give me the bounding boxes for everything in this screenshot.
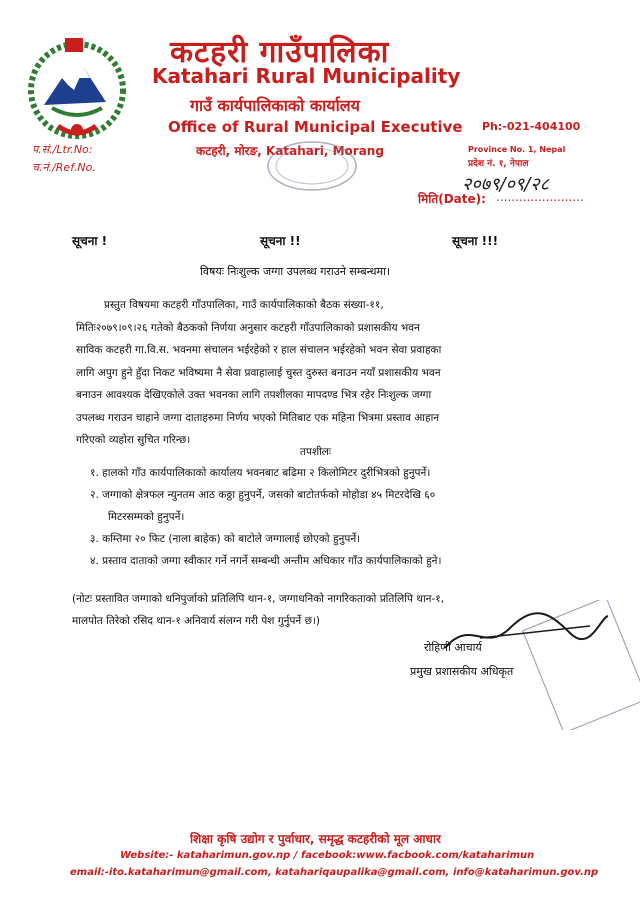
footer-email: email:-ito.kataharimun@gmail.com, katahariqaupalika@gmail.com, info@kataharimun.gov.np bbox=[70, 867, 599, 878]
municipality-name-nepali: कटहरी गाउँपालिका bbox=[170, 35, 390, 70]
footer-motto: शिक्षा कृषि उद्योग र पुर्वाधार, समृद्ध कटहरीको मूल आधार bbox=[190, 832, 441, 846]
note-line: मालपोत तिरेको रसिद थान-१ अनिवार्य संलग्न गरी पेश गुर्नुपर्ने छ।) bbox=[72, 615, 321, 627]
date-dotted-line: ....................... bbox=[496, 190, 584, 204]
government-emblem-logo bbox=[22, 30, 132, 146]
list-item: ४. प्रस्ताव दाताको जग्गा स्वीकार गर्ने नगर्ने सम्बन्धी अन्तीम अधिकार गाँउ कार्यपालिकाको हुने। bbox=[90, 555, 442, 567]
municipality-name-english: Katahari Rural Municipality bbox=[152, 64, 461, 88]
subject-line: विषयः निःशुल्क जग्गा उपलब्ध गराउने सम्बन्धमा। bbox=[200, 265, 391, 278]
list-item: मिटरसम्मको हुनुपर्ने। bbox=[108, 511, 185, 523]
note-line: (नोटः प्रस्तावित जग्गाको धनिपुर्जाको प्रतिलिपि थान-१, जग्गाधनिको नागरिकताको प्रतिलिपि थान-१, bbox=[72, 593, 445, 605]
office-address: कटहरी, मोरङ, Katahari, Morang bbox=[196, 144, 384, 158]
body-line: गरिएको व्यहोरा सुचित गरिन्छ। bbox=[76, 434, 191, 446]
office-name-english: Office of Rural Municipal Executive bbox=[168, 118, 463, 136]
reference-number-label: च.नं./Ref.No. bbox=[32, 161, 96, 174]
notice-heading-2: सूचना !! bbox=[260, 234, 301, 248]
body-paragraph bbox=[76, 294, 588, 452]
phone-number: Ph:-021-404100 bbox=[482, 120, 581, 133]
details-heading: तपशीलः bbox=[300, 446, 332, 458]
footer-website: Website:- kataharimun.gov.np / facebook:www.facbook.com/kataharimun bbox=[120, 850, 535, 861]
list-item: १. हालको गाँउ कार्यपालिकाको कार्यालय भवनबाट बढिमा २ किलोमिटर दुरीभित्रको हुनुपर्ने। bbox=[90, 467, 431, 479]
signatory-name: रोहिणी आचार्य bbox=[424, 641, 482, 654]
criteria-list bbox=[90, 462, 590, 572]
handwritten-date: २०७९/०९/२८ bbox=[462, 174, 550, 195]
notice-heading-3: सूचना !!! bbox=[452, 234, 499, 248]
list-item: २. जग्गाको क्षेत्रफल न्युनतम आठ कठ्ठा हुनुपर्ने, जसको बाटोतर्फको मोहोडा ४५ मिटरदेखि ६० bbox=[90, 489, 436, 501]
province-english: Province No. 1, Nepal bbox=[468, 145, 566, 154]
body-line: बनाउन आवश्यक देखिएकोले उक्त भवनका लागि तपशीलका मापदण्ड भित्र रहेर निःशुल्क जग्गा bbox=[76, 389, 432, 401]
signatory-title: प्रमुख प्रशासकीय अधिकृत bbox=[410, 665, 514, 678]
body-line: मितिः२०७९।०९।२६ गतेको बैठकको निर्णया अनुसार कटहरी गाँउपालिकाको प्रशासकीय भवन bbox=[76, 321, 420, 334]
province-nepali: प्रदेश नं. १, नेपाल bbox=[468, 159, 529, 169]
list-item: ३. कम्तिमा २० फिट (नाला बाहेक) को बाटोले जग्गालाई छोएको हुनुपर्ने। bbox=[90, 533, 361, 545]
body-line: प्रस्तुत विषयमा कटहरी गाँउपालिका, गाउँ कार्यपालिकाको बैठक संख्या-११, bbox=[104, 299, 384, 311]
date-label: मिति(Date): bbox=[418, 192, 486, 206]
body-line: लागि अपुग हुने हुँदा निकट भविष्यमा नै सेवा प्रवाहालाई चुस्त दुरुस्त बनाउन नयाँ प्रशासकीय भवन bbox=[76, 366, 441, 379]
office-name-nepali: गाउँ कार्यपालिकाको कार्यालय bbox=[190, 96, 360, 115]
office-stamp bbox=[262, 138, 362, 194]
body-line: साविक कटहरी गा.वि.स. भवनमा संचालन भईरहेको र हाल संचालन भईरहेको भवन सेवा प्रवाहका bbox=[76, 344, 442, 356]
letter-number-label: प.सं./Ltr.No: bbox=[32, 143, 93, 156]
notice-heading-1: सूचना ! bbox=[72, 234, 108, 248]
body-line: उपलब्ध गराउन चाहाने जग्गा दाताहरुमा निर्णय भएको मितिबाट एक महिना भित्रमा प्रस्ताव आहान bbox=[76, 411, 440, 424]
